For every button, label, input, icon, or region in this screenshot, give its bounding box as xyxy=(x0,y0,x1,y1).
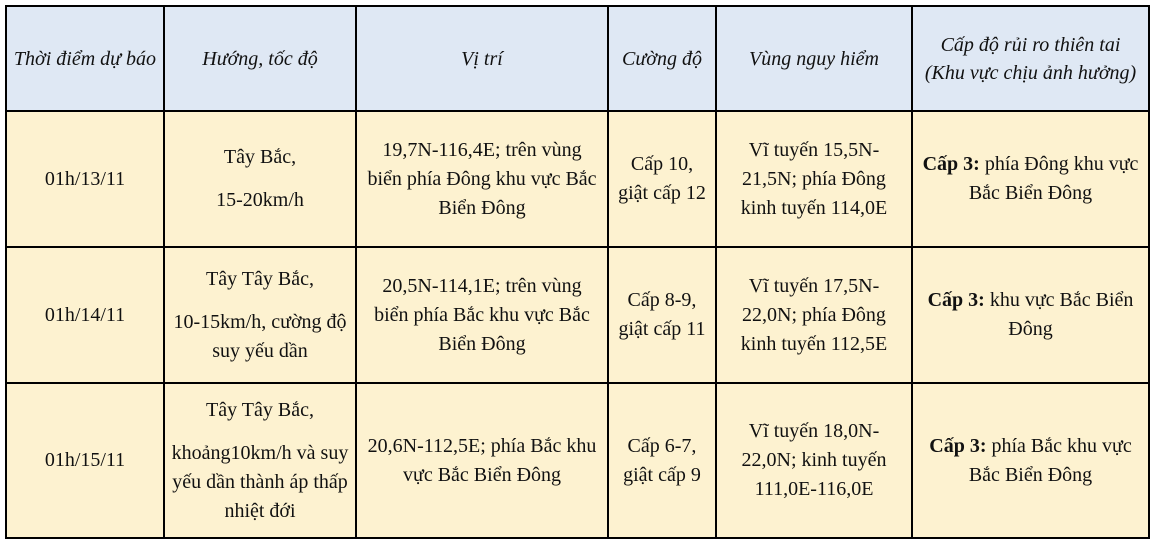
cell-danger-zone: Vĩ tuyến 15,5N-21,5N; phía Đông kinh tuyến 114,0E xyxy=(716,111,912,247)
direction: Tây Tây Bắc, xyxy=(206,398,314,421)
cell-time: 01h/13/11 xyxy=(6,111,164,247)
speed: khoảng10km/h và suy yếu dần thành áp thấp nhiệt đới xyxy=(171,441,349,522)
cell-risk xyxy=(912,247,1149,383)
cell-danger-zone: Vĩ tuyến 18,0N-22,0N; kinh tuyến 111,0E-116,0E xyxy=(716,383,912,538)
cell-position: 20,5N-114,1E; trên vùng biển phía Bắc khu vực Bắc Biển Đông xyxy=(356,247,608,383)
header-direction-speed: Hướng, tốc độ xyxy=(164,6,356,111)
cell-direction-speed xyxy=(164,111,356,247)
table-row xyxy=(6,111,1149,247)
speed: 15-20km/h xyxy=(216,189,304,211)
cell-risk xyxy=(912,383,1149,538)
table-row xyxy=(6,247,1149,383)
risk-area: phía Bắc khu vực Bắc Biển Đông xyxy=(968,434,1132,486)
direction: Tây Tây Bắc, xyxy=(206,267,314,290)
risk-area: phía Đông khu vực Bắc Biển Đông xyxy=(968,153,1139,204)
risk-level: Cấp 3: xyxy=(927,289,985,311)
cell-direction-speed xyxy=(164,383,356,538)
cell-position: 20,6N-112,5E; phía Bắc khu vực Bắc Biển Đông xyxy=(356,383,608,538)
cell-position: 19,7N-116,4E; trên vùng biển phía Đông khu vực Bắc Biển Đông xyxy=(356,111,608,247)
header-risk-level: Cấp độ rủi ro thiên tai (Khu vực chịu ảnh hưởng) xyxy=(912,6,1149,111)
cell-direction-speed xyxy=(164,247,356,383)
header-position: Vị trí xyxy=(356,6,608,111)
table-row xyxy=(6,383,1149,538)
forecast-table xyxy=(5,5,1150,539)
cell-time: 01h/15/11 xyxy=(6,383,164,538)
risk-level: Cấp 3: xyxy=(929,434,987,457)
cell-risk xyxy=(912,111,1149,247)
cell-intensity: Cấp 6-7, giật cấp 9 xyxy=(608,383,716,538)
cell-intensity: Cấp 8-9, giật cấp 11 xyxy=(608,247,716,383)
risk-level: Cấp 3: xyxy=(922,153,980,175)
cell-danger-zone: Vĩ tuyến 17,5N-22,0N; phía Đông kinh tuyến 112,5E xyxy=(716,247,912,383)
header-row xyxy=(6,6,1149,111)
direction: Tây Bắc, xyxy=(223,146,297,168)
speed: 10-15km/h, cường độ suy yếu dần xyxy=(173,310,347,362)
cell-time: 01h/14/11 xyxy=(6,247,164,383)
cell-intensity: Cấp 10, giật cấp 12 xyxy=(608,111,716,247)
header-intensity: Cường độ xyxy=(608,6,716,111)
header-time: Thời điểm dự báo xyxy=(6,6,164,111)
header-danger-zone: Vùng nguy hiểm xyxy=(716,6,912,111)
risk-area: khu vực Bắc Biển Đông xyxy=(984,289,1134,340)
